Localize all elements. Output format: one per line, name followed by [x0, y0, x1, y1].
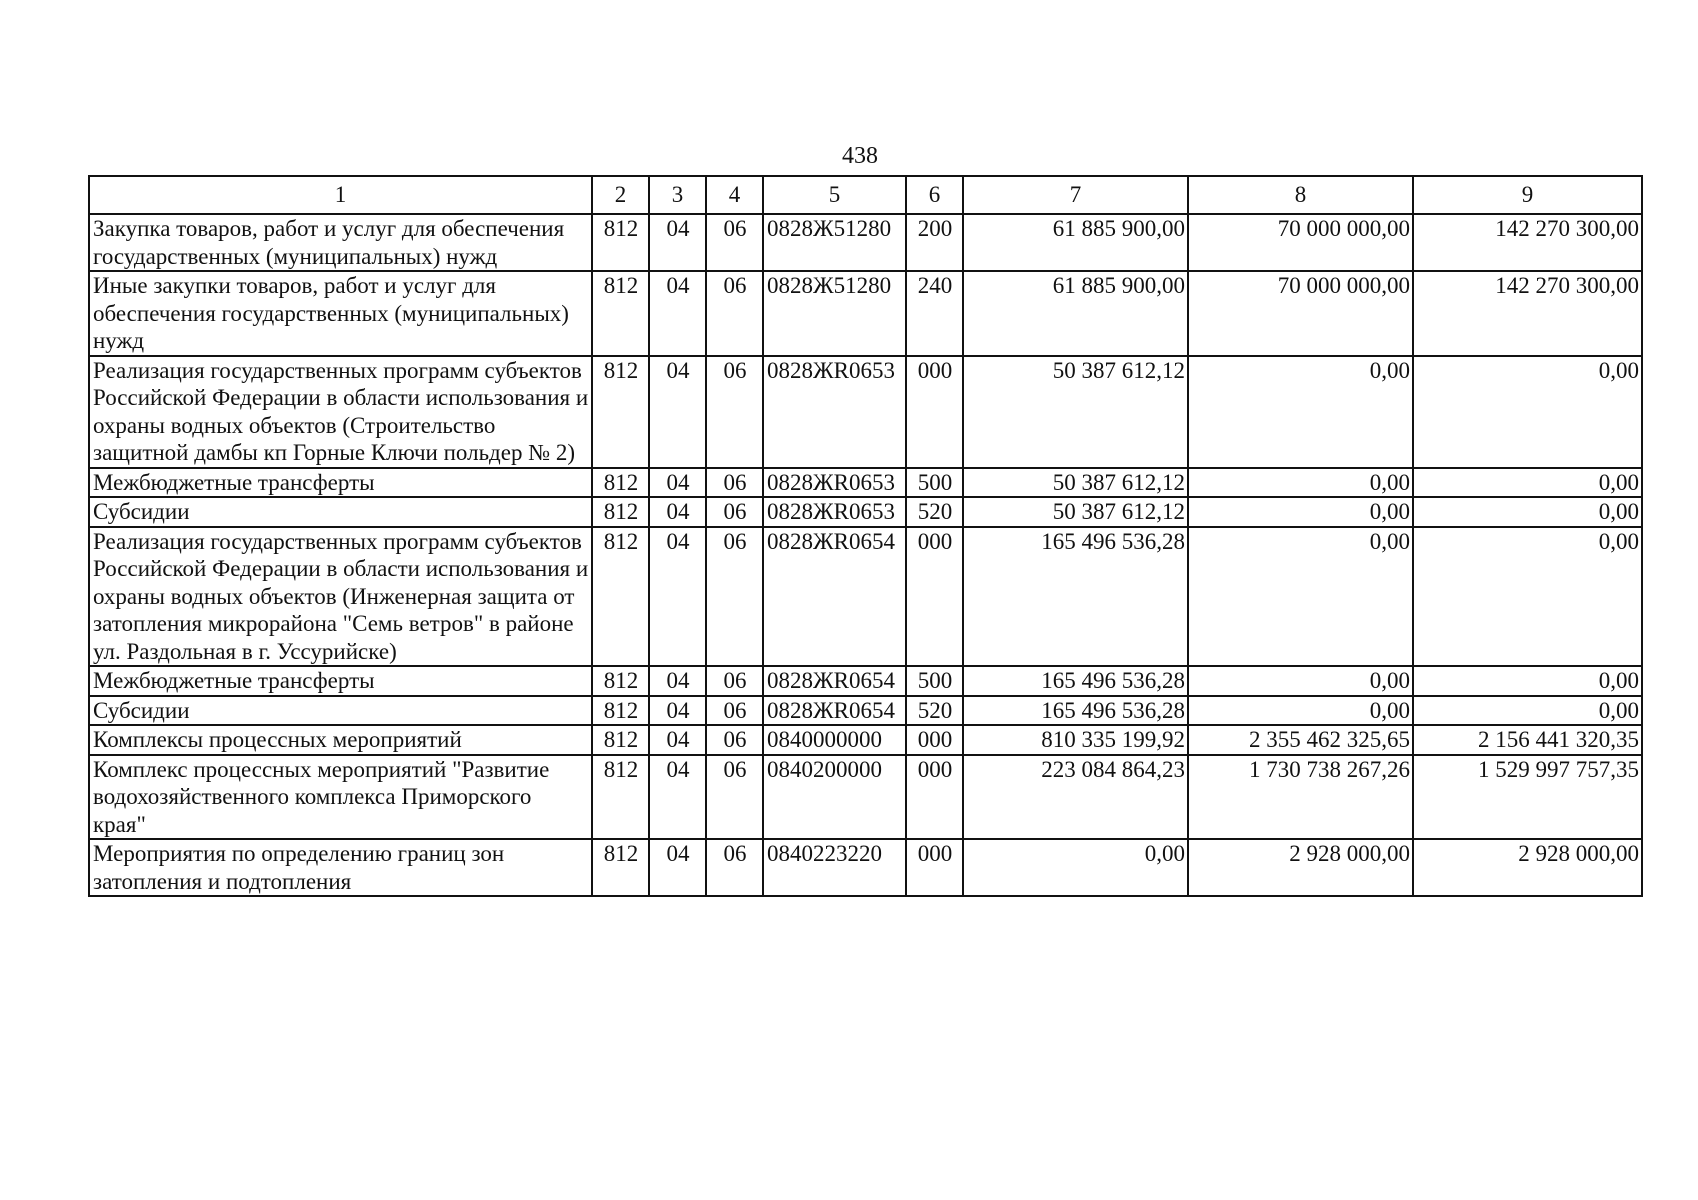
amount-col-9: 2 928 000,00	[1413, 839, 1642, 896]
row-name: Мероприятия по определению границ зон затопления и подтопления	[89, 839, 592, 896]
subsection-code: 06	[706, 725, 763, 755]
subsection-code: 06	[706, 666, 763, 696]
amount-col-8: 0,00	[1188, 356, 1413, 468]
expense-type-code: 000	[906, 839, 963, 896]
ministry-code: 812	[592, 356, 649, 468]
amount-col-8: 2 928 000,00	[1188, 839, 1413, 896]
amount-col-7: 165 496 536,28	[963, 696, 1188, 726]
section-code: 04	[649, 725, 706, 755]
table-row	[89, 497, 1642, 527]
target-article-code: 0828ЖR0653	[763, 468, 906, 498]
row-name: Закупка товаров, работ и услуг для обеспечения государственных (муниципальных) нужд	[89, 214, 592, 271]
amount-col-7: 165 496 536,28	[963, 527, 1188, 667]
row-name: Субсидии	[89, 696, 592, 726]
expense-type-code: 500	[906, 666, 963, 696]
column-header: 2	[592, 176, 649, 214]
table-row	[89, 527, 1642, 667]
table-row	[89, 214, 1642, 271]
amount-col-8: 0,00	[1188, 696, 1413, 726]
table-body	[89, 214, 1642, 896]
amount-col-7: 165 496 536,28	[963, 666, 1188, 696]
target-article-code: 0828ЖR0654	[763, 696, 906, 726]
section-code: 04	[649, 356, 706, 468]
expense-type-code: 520	[906, 497, 963, 527]
amount-col-8: 1 730 738 267,26	[1188, 755, 1413, 840]
column-header: 5	[763, 176, 906, 214]
row-name: Межбюджетные трансферты	[89, 468, 592, 498]
amount-col-8: 70 000 000,00	[1188, 214, 1413, 271]
section-code: 04	[649, 527, 706, 667]
amount-col-9: 142 270 300,00	[1413, 214, 1642, 271]
section-code: 04	[649, 696, 706, 726]
amount-col-7: 61 885 900,00	[963, 271, 1188, 356]
amount-col-8: 0,00	[1188, 468, 1413, 498]
table-row	[89, 271, 1642, 356]
budget-table	[88, 175, 1643, 897]
subsection-code: 06	[706, 271, 763, 356]
target-article-code: 0828ЖR0653	[763, 497, 906, 527]
expense-type-code: 000	[906, 356, 963, 468]
ministry-code: 812	[592, 214, 649, 271]
header-row	[89, 176, 1642, 214]
target-article-code: 0828Ж51280	[763, 271, 906, 356]
page-number: 438	[842, 143, 878, 169]
subsection-code: 06	[706, 696, 763, 726]
ministry-code: 812	[592, 666, 649, 696]
table-row	[89, 696, 1642, 726]
amount-col-7: 0,00	[963, 839, 1188, 896]
expense-type-code: 000	[906, 527, 963, 667]
amount-col-8: 0,00	[1188, 666, 1413, 696]
subsection-code: 06	[706, 755, 763, 840]
section-code: 04	[649, 839, 706, 896]
amount-col-7: 223 084 864,23	[963, 755, 1188, 840]
expense-type-code: 500	[906, 468, 963, 498]
amount-col-9: 1 529 997 757,35	[1413, 755, 1642, 840]
section-code: 04	[649, 497, 706, 527]
amount-col-8: 70 000 000,00	[1188, 271, 1413, 356]
ministry-code: 812	[592, 696, 649, 726]
row-name: Реализация государственных программ субъектов Российской Федерации в области использования и охраны водных объектов (Строительство защитной дамбы кп Горные Ключи польдер № 2)	[89, 356, 592, 468]
subsection-code: 06	[706, 527, 763, 667]
amount-col-9: 2 156 441 320,35	[1413, 725, 1642, 755]
amount-col-9: 0,00	[1413, 356, 1642, 468]
row-name: Комплекс процессных мероприятий "Развитие водохозяйственного комплекса Приморского края"	[89, 755, 592, 840]
amount-col-9: 0,00	[1413, 666, 1642, 696]
row-name: Межбюджетные трансферты	[89, 666, 592, 696]
row-name: Субсидии	[89, 497, 592, 527]
section-code: 04	[649, 468, 706, 498]
table-row	[89, 755, 1642, 840]
amount-col-7: 810 335 199,92	[963, 725, 1188, 755]
ministry-code: 812	[592, 725, 649, 755]
amount-col-8: 0,00	[1188, 527, 1413, 667]
expense-type-code: 240	[906, 271, 963, 356]
subsection-code: 06	[706, 468, 763, 498]
column-header: 7	[963, 176, 1188, 214]
amount-col-8: 2 355 462 325,65	[1188, 725, 1413, 755]
target-article-code: 0828Ж51280	[763, 214, 906, 271]
subsection-code: 06	[706, 497, 763, 527]
column-header: 3	[649, 176, 706, 214]
amount-col-8: 0,00	[1188, 497, 1413, 527]
expense-type-code: 200	[906, 214, 963, 271]
target-article-code: 0828ЖR0653	[763, 356, 906, 468]
amount-col-9: 0,00	[1413, 696, 1642, 726]
table-row	[89, 356, 1642, 468]
amount-col-7: 50 387 612,12	[963, 356, 1188, 468]
ministry-code: 812	[592, 755, 649, 840]
amount-col-9: 142 270 300,00	[1413, 271, 1642, 356]
section-code: 04	[649, 271, 706, 356]
amount-col-7: 61 885 900,00	[963, 214, 1188, 271]
row-name: Реализация государственных программ субъектов Российской Федерации в области использования и охраны водных объектов (Инженерная защита от затопления микрорайона "Семь ветров" в районе ул. Раздольная в г. Уссурийске)	[89, 527, 592, 667]
amount-col-9: 0,00	[1413, 527, 1642, 667]
column-header: 4	[706, 176, 763, 214]
amount-col-7: 50 387 612,12	[963, 497, 1188, 527]
target-article-code: 0828ЖR0654	[763, 527, 906, 667]
target-article-code: 0840223220	[763, 839, 906, 896]
amount-col-9: 0,00	[1413, 497, 1642, 527]
section-code: 04	[649, 214, 706, 271]
row-name: Комплексы процессных мероприятий	[89, 725, 592, 755]
ministry-code: 812	[592, 271, 649, 356]
subsection-code: 06	[706, 839, 763, 896]
subsection-code: 06	[706, 214, 763, 271]
ministry-code: 812	[592, 468, 649, 498]
target-article-code: 0828ЖR0654	[763, 666, 906, 696]
section-code: 04	[649, 666, 706, 696]
amount-col-9: 0,00	[1413, 468, 1642, 498]
expense-type-code: 520	[906, 696, 963, 726]
expense-type-code: 000	[906, 725, 963, 755]
column-header: 8	[1188, 176, 1413, 214]
ministry-code: 812	[592, 839, 649, 896]
ministry-code: 812	[592, 527, 649, 667]
column-header: 6	[906, 176, 963, 214]
amount-col-7: 50 387 612,12	[963, 468, 1188, 498]
table-row	[89, 468, 1642, 498]
target-article-code: 0840000000	[763, 725, 906, 755]
table-row	[89, 666, 1642, 696]
ministry-code: 812	[592, 497, 649, 527]
expense-type-code: 000	[906, 755, 963, 840]
target-article-code: 0840200000	[763, 755, 906, 840]
table-row	[89, 725, 1642, 755]
table-row	[89, 839, 1642, 896]
subsection-code: 06	[706, 356, 763, 468]
column-header: 9	[1413, 176, 1642, 214]
column-header: 1	[89, 176, 592, 214]
row-name: Иные закупки товаров, работ и услуг для обеспечения государственных (муниципальных) нужд	[89, 271, 592, 356]
section-code: 04	[649, 755, 706, 840]
